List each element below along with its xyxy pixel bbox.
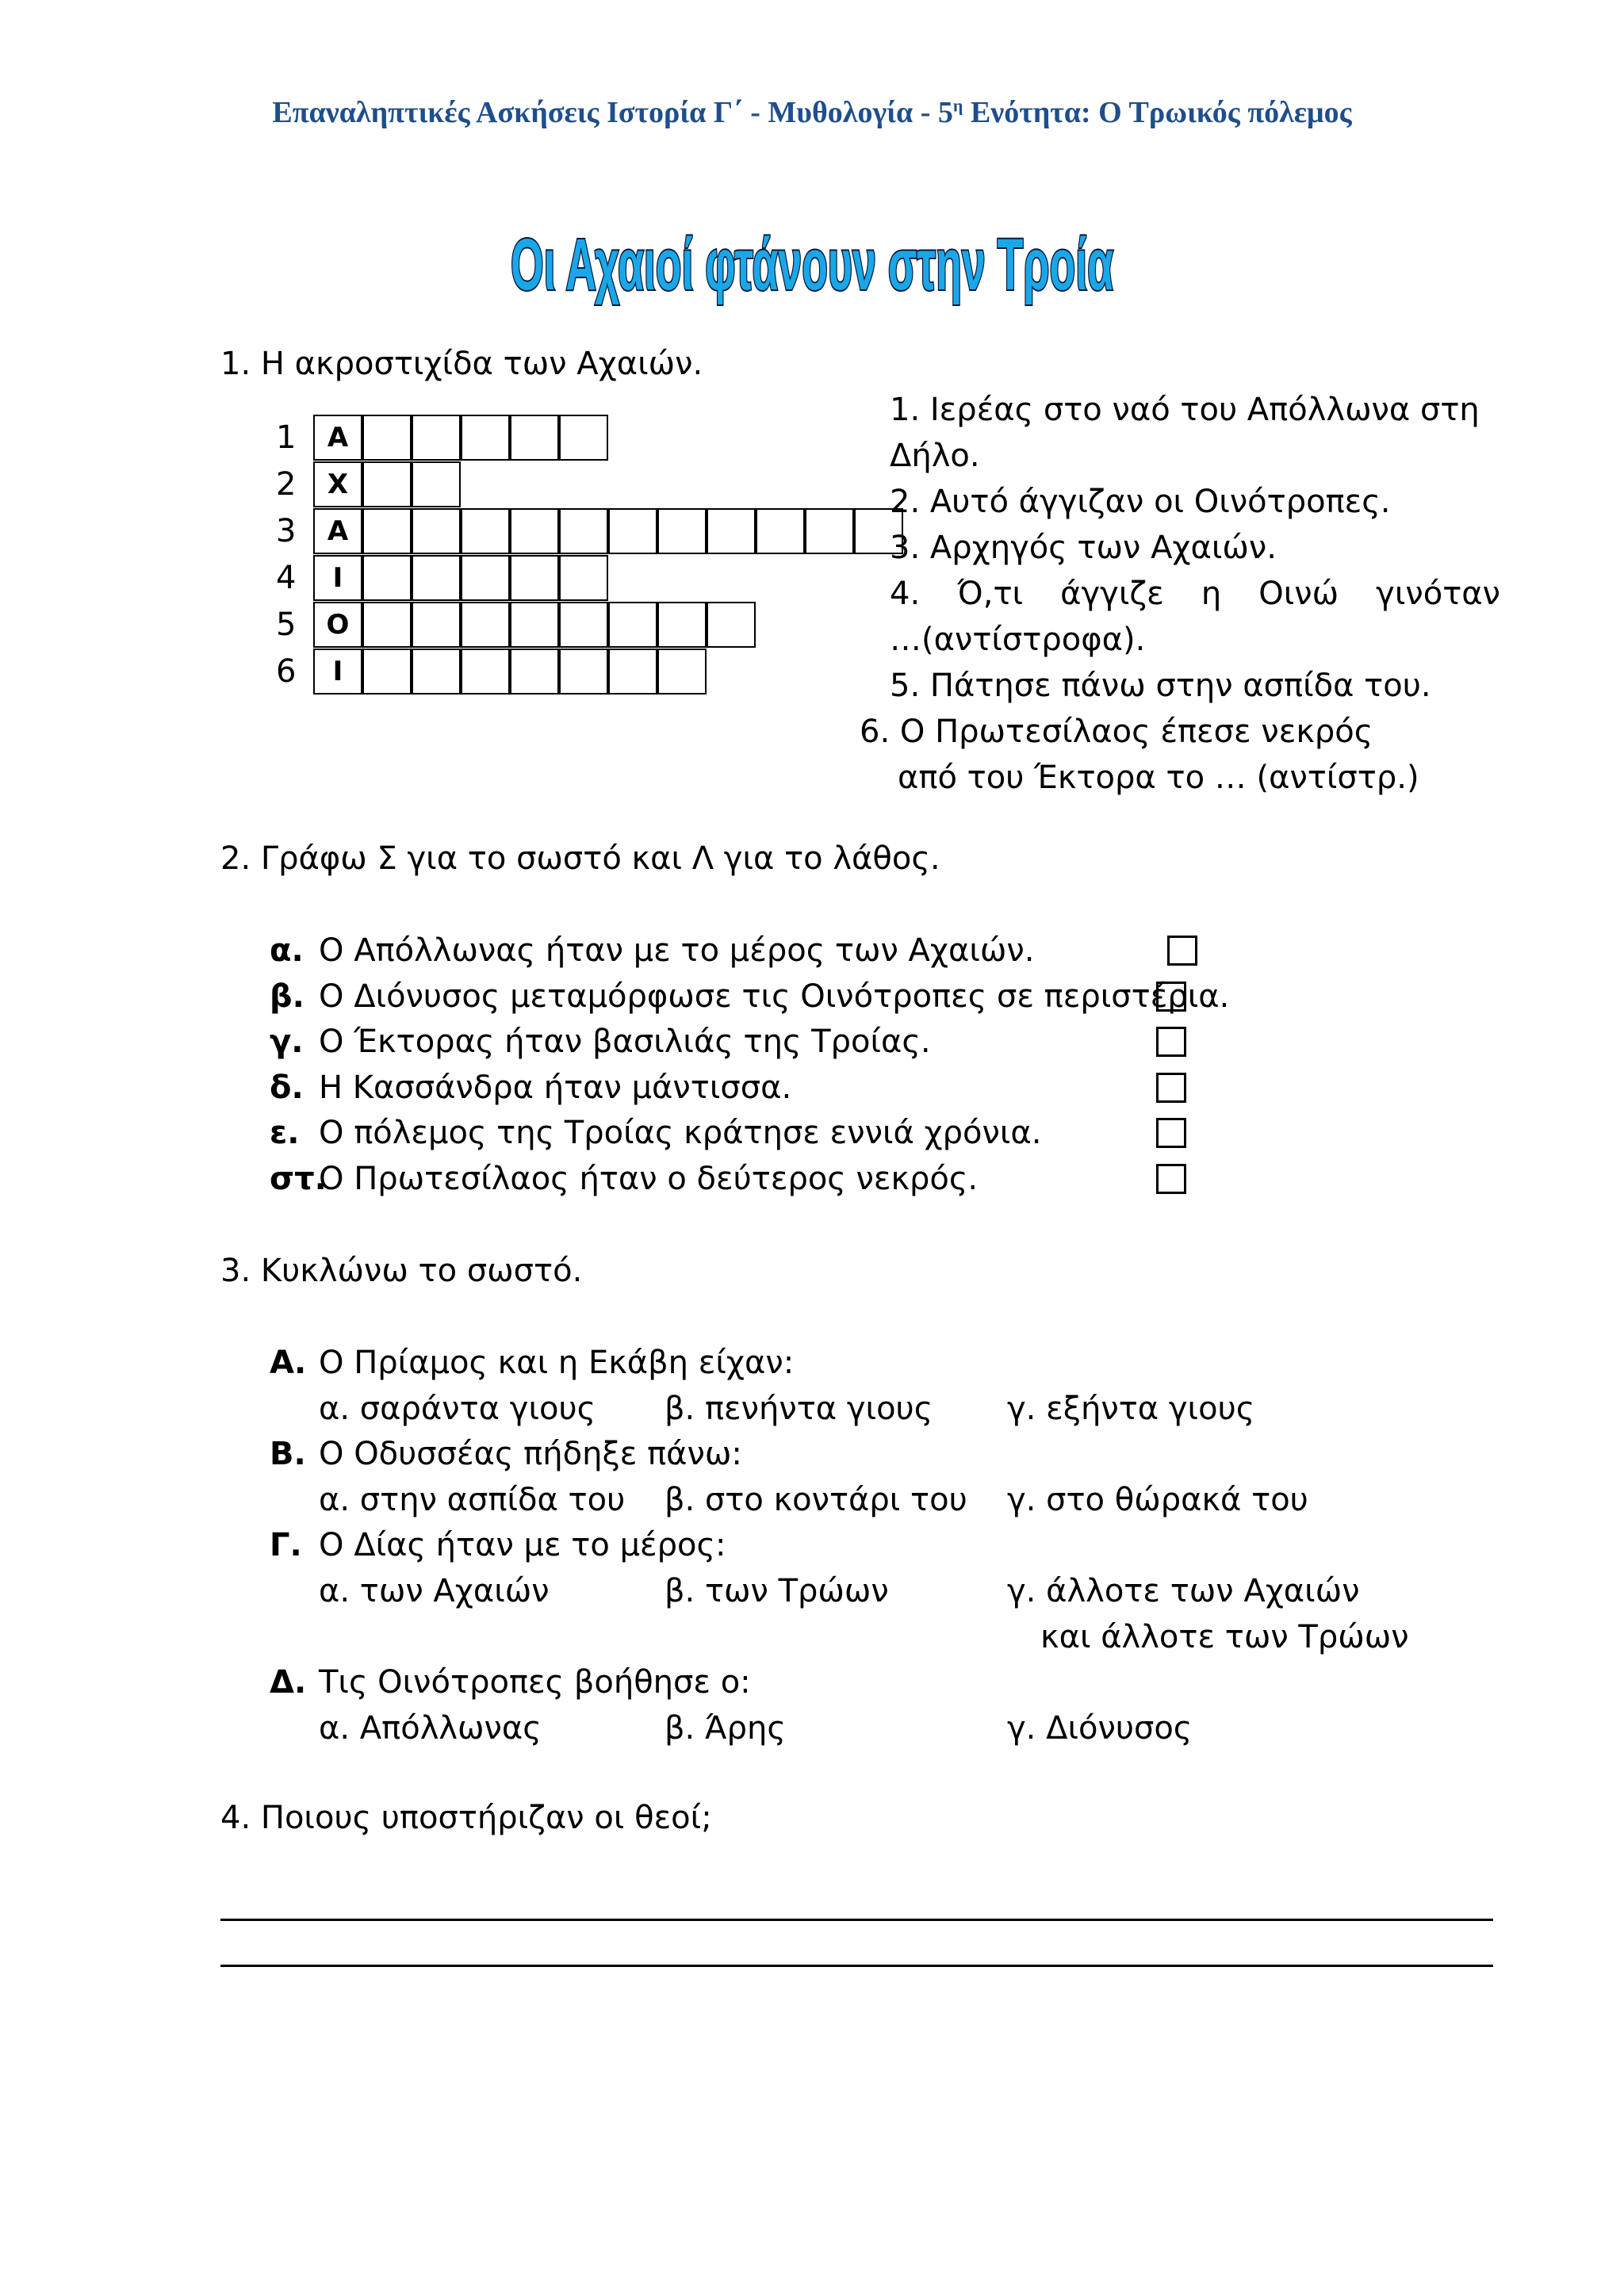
- grid-cell[interactable]: [559, 415, 608, 461]
- grid-cell[interactable]: [559, 555, 608, 601]
- answer-line-1[interactable]: [220, 1919, 1493, 1921]
- grid-cell-letter: Α: [313, 415, 362, 461]
- tf-answer-box[interactable]: [1156, 982, 1186, 1012]
- grid-cell[interactable]: [412, 555, 461, 601]
- mc-option-a[interactable]: α. των Αχαιών: [319, 1573, 550, 1609]
- grid-cell-letter: Ο: [313, 602, 362, 648]
- mc-option-a[interactable]: α. στην ασπίδα του: [319, 1482, 626, 1518]
- grid-cell[interactable]: [362, 508, 412, 554]
- grid-cell[interactable]: [608, 508, 657, 554]
- grid-cell[interactable]: [412, 602, 461, 648]
- grid-cell[interactable]: [362, 415, 412, 461]
- grid-cell[interactable]: [756, 508, 805, 554]
- clue-2: 2. Αυτό άγγιζαν οι Οινότροπες.: [890, 484, 1391, 520]
- tf-item-label: β.: [270, 978, 304, 1015]
- grid-cell[interactable]: [707, 508, 756, 554]
- mc-question-text: Ο Δίας ήταν με το μέρος:: [319, 1527, 726, 1563]
- ex3-heading: 3. Κυκλώνω το σωστό.: [220, 1253, 583, 1289]
- grid-cell[interactable]: [461, 508, 510, 554]
- grid-cell[interactable]: [608, 602, 657, 648]
- grid-cell-letter: Ι: [313, 649, 362, 695]
- grid-cell[interactable]: [657, 508, 707, 554]
- grid-cell-letter: Ι: [313, 555, 362, 601]
- grid-cell[interactable]: [510, 649, 559, 695]
- tf-item-label: α.: [270, 932, 304, 969]
- grid-row-number: 5: [276, 607, 297, 643]
- grid-row-number: 6: [276, 653, 297, 690]
- grid-cell[interactable]: [362, 461, 412, 507]
- tf-item-text: Ο Έκτορας ήταν βασιλιάς της Τροίας.: [319, 1024, 931, 1060]
- grid-cell[interactable]: [657, 649, 707, 695]
- grid-cell[interactable]: [461, 649, 510, 695]
- mc-option-b[interactable]: β. Άρης: [665, 1710, 786, 1747]
- grid-cell-letter: Α: [313, 508, 362, 554]
- tf-answer-box[interactable]: [1167, 936, 1197, 966]
- grid-cell[interactable]: [559, 649, 608, 695]
- mc-option-c-continued[interactable]: και άλλοτε των Τρώων: [1040, 1619, 1409, 1655]
- grid-row-number: 2: [276, 466, 297, 503]
- tf-answer-box[interactable]: [1156, 1073, 1186, 1103]
- grid-cell[interactable]: [608, 649, 657, 695]
- tf-answer-box[interactable]: [1156, 1164, 1186, 1194]
- tf-item-text: Ο Διόνυσος μεταμόρφωσε τις Οινότροπες σε περιστέρια.: [319, 978, 1230, 1015]
- clue-4-line-a: 4. Ό,τι άγγιζε η Οινώ γινόταν: [890, 576, 1500, 612]
- clue-6-line-b: από του Έκτορα το … (αντίστρ.): [898, 760, 1419, 796]
- grid-cell[interactable]: [510, 508, 559, 554]
- grid-cell[interactable]: [461, 415, 510, 461]
- mc-question-label: Γ.: [270, 1527, 302, 1563]
- mc-question-text: Ο Πρίαμος και η Εκάβη είχαν:: [319, 1345, 795, 1381]
- mc-option-c[interactable]: γ. Διόνυσος: [1007, 1710, 1193, 1747]
- grid-cell[interactable]: [412, 461, 461, 507]
- tf-item-text: Ο Πρωτεσίλαος ήταν ο δεύτερος νεκρός.: [319, 1161, 979, 1197]
- grid-cell[interactable]: [707, 602, 756, 648]
- mc-option-b[interactable]: β. στο κοντάρι του: [665, 1482, 967, 1518]
- worksheet-title: [0, 214, 1624, 309]
- grid-row-number: 4: [276, 560, 297, 596]
- mc-option-c[interactable]: γ. στο θώρακά του: [1007, 1482, 1308, 1518]
- clue-3: 3. Αρχηγός των Αχαιών.: [890, 530, 1277, 566]
- grid-cell[interactable]: [510, 555, 559, 601]
- ex1-heading: 1. Η ακροστιχίδα των Αχαιών.: [220, 346, 703, 382]
- grid-cell[interactable]: [559, 602, 608, 648]
- mc-option-c[interactable]: γ. άλλοτε των Αχαιών: [1007, 1573, 1360, 1609]
- tf-answer-box[interactable]: [1156, 1027, 1186, 1057]
- tf-item-label: ε.: [270, 1115, 300, 1151]
- grid-cell[interactable]: [412, 415, 461, 461]
- grid-cell[interactable]: [362, 649, 412, 695]
- ex2-heading: 2. Γράφω Σ για το σωστό και Λ για το λάθος.: [220, 840, 940, 877]
- grid-cell[interactable]: [461, 555, 510, 601]
- mc-option-b[interactable]: β. πενήντα γιους: [665, 1391, 933, 1427]
- grid-cell[interactable]: [461, 602, 510, 648]
- grid-cell[interactable]: [510, 602, 559, 648]
- tf-item-label: γ.: [270, 1024, 304, 1060]
- grid-cell[interactable]: [362, 555, 412, 601]
- grid-cell[interactable]: [362, 602, 412, 648]
- clue-1-line-b: Δήλο.: [890, 438, 980, 474]
- grid-cell[interactable]: [412, 649, 461, 695]
- grid-cell-letter: Χ: [313, 461, 362, 507]
- mc-option-a[interactable]: α. σαράντα γιους: [319, 1391, 596, 1427]
- tf-item-text: Ο Απόλλωνας ήταν με το μέρος των Αχαιών.: [319, 932, 1035, 969]
- mc-option-b[interactable]: β. των Τρώων: [665, 1573, 889, 1609]
- tf-item-text: Η Κασσάνδρα ήταν μάντισσα.: [319, 1070, 792, 1106]
- mc-question-label: Β.: [270, 1436, 306, 1472]
- grid-cell[interactable]: [805, 508, 854, 554]
- mc-question-text: Ο Οδυσσέας πήδηξε πάνω:: [319, 1436, 742, 1472]
- grid-cell[interactable]: [412, 508, 461, 554]
- clue-5: 5. Πάτησε πάνω στην ασπίδα του.: [890, 668, 1431, 704]
- mc-question-label: Α.: [270, 1345, 307, 1381]
- answer-line-2[interactable]: [220, 1965, 1493, 1967]
- clue-6-line-a: 6. Ο Πρωτεσίλαος έπεσε νεκρός: [860, 714, 1373, 750]
- grid-row-number: 1: [276, 419, 297, 456]
- mc-question-label: Δ.: [270, 1664, 307, 1701]
- mc-question-text: Τις Οινότροπες βοήθησε ο:: [319, 1664, 751, 1701]
- mc-option-c[interactable]: γ. εξήντα γιους: [1007, 1391, 1255, 1427]
- tf-item-label: δ.: [270, 1070, 304, 1106]
- ex4-heading: 4. Ποιους υποστήριζαν οι θεοί;: [220, 1800, 712, 1836]
- grid-cell[interactable]: [510, 415, 559, 461]
- worksheet-title-text: Οι Αχαιοί φτάνουν στην Τροία: [511, 224, 1113, 305]
- tf-item-text: Ο πόλεμος της Τροίας κράτησε εννιά χρόνια.: [319, 1115, 1042, 1151]
- tf-answer-box[interactable]: [1156, 1118, 1186, 1148]
- grid-cell[interactable]: [657, 602, 707, 648]
- clue-1-line-a: 1. Ιερέας στο ναό του Απόλλωνα στη: [890, 392, 1480, 428]
- mc-option-a[interactable]: α. Απόλλωνας: [319, 1710, 542, 1747]
- grid-row-number: 3: [276, 513, 297, 549]
- grid-cell[interactable]: [559, 508, 608, 554]
- tf-item-label: στ.: [270, 1161, 327, 1197]
- clue-4-line-b: …(αντίστροφα).: [890, 622, 1146, 658]
- page-header: Επαναληπτικές Ασκήσεις Ιστορία Γ΄ - Μυθολογία - $5^\eta$ Ενότητα: Ο Τρωικός πόλεμος: [272, 95, 1352, 129]
